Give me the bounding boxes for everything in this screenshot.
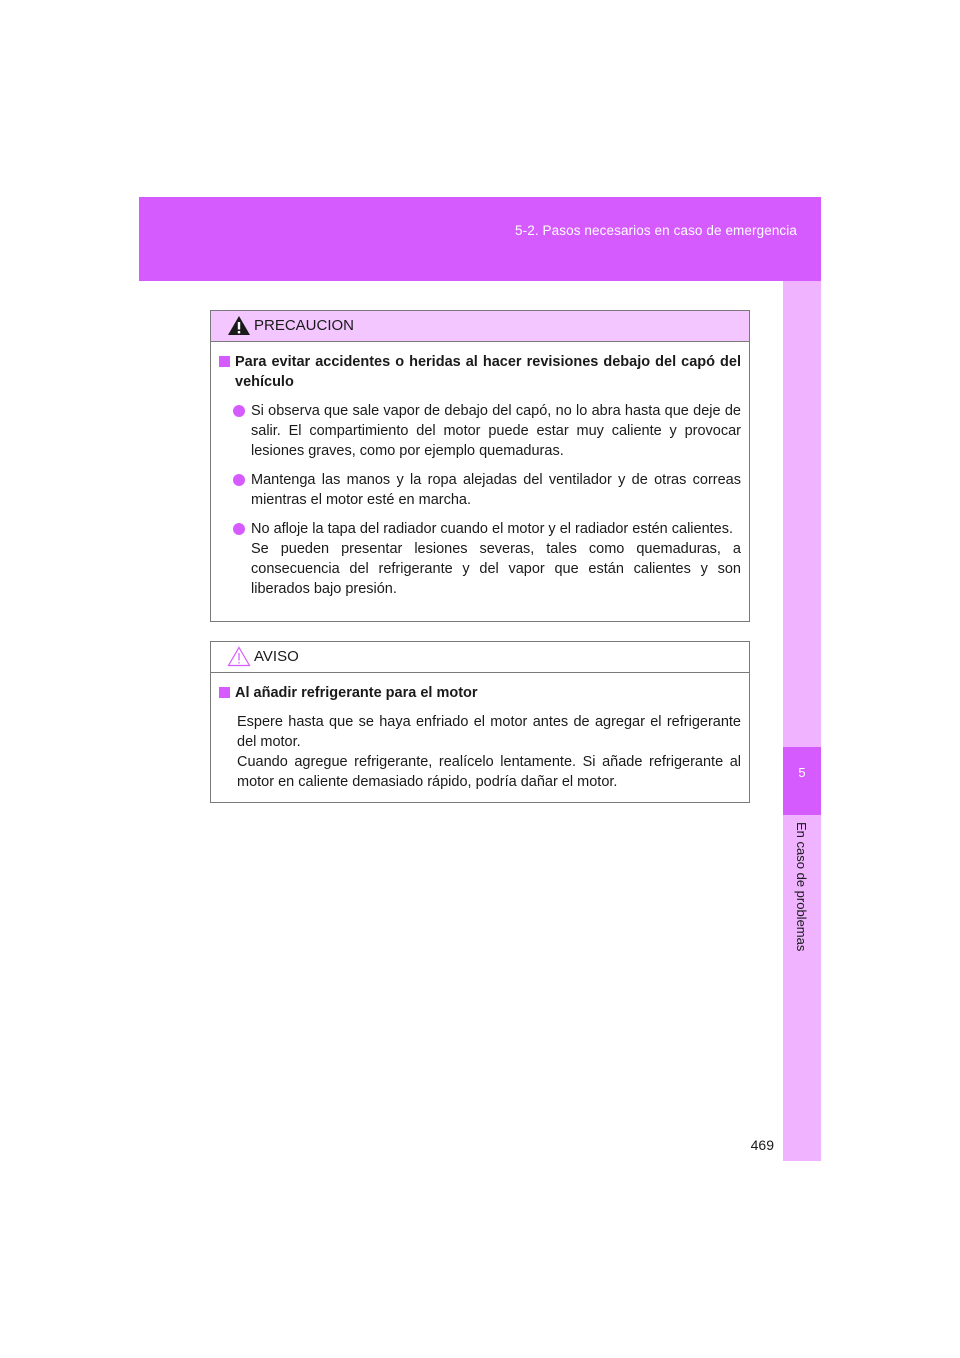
notice-title: AVISO <box>254 648 299 665</box>
notice-body <box>211 673 749 792</box>
caution-bullet-text: Si observa que sale vapor de debajo del capó, no lo abra hasta que deje de salir. El compartimiento del motor puede estar muy caliente y provocar lesiones graves, como por ejemplo quemaduras. <box>251 403 741 459</box>
caution-heading <box>219 352 741 392</box>
caution-bullet <box>219 401 741 461</box>
notice-paragraph <box>219 712 741 792</box>
chapter-number-box <box>783 747 821 815</box>
notice-paragraph-text: Cuando agregue refrigerante, realícelo lentamente. Si añade refrigerante al motor en caliente demasiado rápido, podría dañar el motor. <box>237 754 741 790</box>
chapter-side-tab <box>783 281 821 1161</box>
chapter-label: En caso de problemas <box>794 822 809 952</box>
caution-bullet-text: Mantenga las manos y la ropa alejadas del ventilador y de otras correas mientras el motor esté en marcha. <box>251 472 741 508</box>
caution-bullet-continuation: Se pueden presentar lesiones severas, tales como quemaduras, a consecuencia del refrigerante y del vapor que están calientes y son liberados bajo presión. <box>251 541 741 597</box>
caution-heading-text: Para evitar accidentes o heridas al hacer revisiones debajo del capó del vehículo <box>235 354 741 390</box>
notice-heading-text: Al añadir refrigerante para el motor <box>235 685 478 701</box>
square-bullet-icon <box>219 687 230 698</box>
caution-bullet-text: No afloje la tapa del radiador cuando el motor y el radiador estén calientes. <box>251 521 734 537</box>
warning-outline-icon <box>227 646 251 667</box>
chapter-number: 5 <box>798 765 806 780</box>
chapter-label-container <box>783 822 821 972</box>
section-title: 5-2. Pasos necesarios en caso de emergencia <box>515 223 797 238</box>
section-header-band <box>139 197 821 281</box>
warning-icon <box>227 315 251 336</box>
round-bullet-icon <box>233 405 245 417</box>
caution-title: PRECAUCION <box>254 317 355 334</box>
notice-header <box>211 642 749 673</box>
page-number: 469 <box>750 1137 774 1153</box>
notice-box <box>210 641 750 803</box>
caution-bullet <box>219 470 741 510</box>
notice-paragraph-text: Espere hasta que se haya enfriado el motor antes de agregar el refrigerante del motor. <box>237 714 741 750</box>
notice-heading <box>219 683 741 703</box>
caution-body <box>211 342 749 599</box>
round-bullet-icon <box>233 523 245 535</box>
round-bullet-icon <box>233 474 245 486</box>
square-bullet-icon <box>219 356 230 367</box>
caution-header <box>211 311 749 342</box>
caution-box <box>210 310 750 622</box>
caution-bullet <box>219 519 741 599</box>
